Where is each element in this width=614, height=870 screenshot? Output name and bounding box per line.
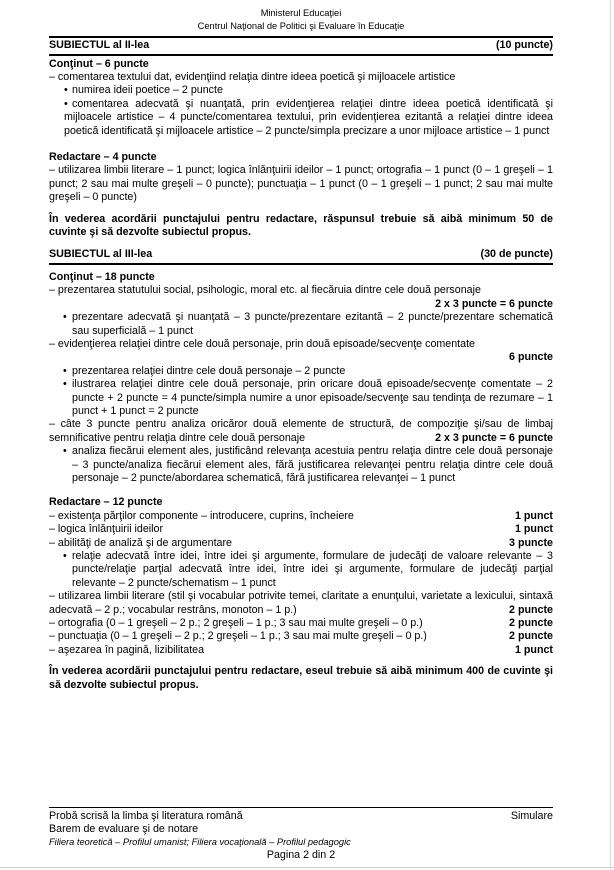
subject3-item3-bullet: • analiza fiecărui element ales, justificând relevanţa acestuia pentru relaţia dintre cele două personaje – 3 puncte/analiza fiecărui element ales, fără justificarea relevanţei pentru relaţia dintre cele două personaje – 2 puncte/abordarea schematică, fără justificarea relevanţei – 1 punct (63, 445, 553, 485)
page-content (49, 0, 553, 692)
subject3-item3-points: 2 x 3 puncte = 6 puncte (435, 431, 553, 444)
subject3-r5-row (49, 617, 553, 630)
footer-exam-name: Probă scrisă la limba şi literatura română (49, 810, 243, 822)
subject3-r1-row (49, 510, 553, 523)
page-edge-right (610, 0, 612, 870)
subject3-r3-bullet: • relaţie adecvată între idei, între idei şi argumente, formulare de judecăţi de valoare relevante – 3 puncte/relaţie parţial adecvată între idei, între idei şi argumente, formulare de judecăţi parţial relevante – 2 puncte/schematism – 1 punct (63, 550, 553, 590)
subject3-r3-text: – abilităţi de analiză şi de argumentare (49, 536, 232, 549)
footer-rule (49, 807, 553, 808)
page-edge-bottom (0, 867, 614, 869)
subject2-note: În vederea acordării punctajului pentru redactare, răspunsul trebuie să aibă minimum 50 de cuvinte şi să dezvolte subiectul propus. (49, 212, 553, 239)
footer-session: Simulare (510, 810, 553, 822)
subject2-redactare-text: – utilizarea limbii literare – 1 punct; logica înlănţuirii ideilor – 1 punct; ortografia – 1 punct (0 – 1 greşeli – 1 punct; 2 sau mai multe greşeli – 0 puncte); punctuaţia – 1 punct (0 – 1 greşeli – 1 punct; 2 sau mai multe greşeli – 0 puncte) (49, 164, 553, 204)
subject3-item1-bullet: • prezentare adecvată şi nuanţată – 3 puncte/prezentare ezitantă – 2 puncte/prezentare schematică sau superficială – 1 punct (63, 311, 553, 338)
subject3-r6-row (49, 630, 553, 643)
subject3-r2-row (49, 523, 553, 536)
subject3-r4-points: 2 puncte (509, 603, 553, 616)
subject3-item3-text: – câte 3 puncte pentru analiza oricăror două elemente de structură, de compoziţie şi/sau de limbaj semnificative pentru relaţia dintre cele două personaje (49, 418, 553, 444)
subject3-r2-points: 1 punct (514, 523, 553, 536)
subject3-r7-row (49, 644, 553, 657)
subject2-header-row (49, 38, 553, 55)
subject3-content-heading: Conţinut – 18 puncte (49, 270, 155, 283)
footer-page-number: Pagina 2 din 2 (266, 849, 336, 861)
footer-row1 (49, 810, 553, 823)
footer-track: Filiera teoretică – Profilul umanist; Filiera vocaţională – Profilul pedagogic (49, 837, 351, 847)
subject3-r3-row (49, 537, 553, 550)
subject3-r5-text: – ortografia (0 – 1 greşeli – 2 p.; 2 greşeli – 1 p.; 3 sau mai multe greşeli – 0 p.) (49, 617, 423, 630)
subject3-r6-points: 2 puncte (509, 630, 553, 643)
subject3-r7-points: 1 punct (514, 643, 553, 656)
subject3-item1: – prezentarea statutului social, psihologic, moral etc. al fiecăruia dintre cele două personaje (49, 284, 481, 297)
subject3-header-row (49, 247, 553, 264)
subject2-redactare-heading: Redactare – 4 puncte (49, 151, 157, 164)
document-header (49, 0, 553, 38)
subject3-points: (30 de puncte) (480, 248, 553, 261)
subject2-points: (10 puncte) (495, 39, 553, 52)
subject3-redactare-heading: Redactare – 12 puncte (49, 496, 163, 509)
subject3-item3 (49, 418, 553, 445)
subject2-bullet1: • numirea ideii poetice – 2 puncte (64, 84, 553, 97)
subject3-title: SUBIECTUL al III-lea (49, 248, 153, 261)
subject3-r1-points: 1 punct (514, 509, 553, 522)
subject3-item2-bullet1: • prezentarea relaţiei dintre cele două personaje – 2 puncte (63, 365, 553, 378)
subject3-r2-text: – logica înlănţuirii ideilor (49, 523, 164, 536)
subject2-item1: – comentarea textului dat, evidenţiind relaţia dintre ideea poetică şi mijloacele artistice (49, 71, 456, 83)
page-footer (49, 807, 553, 862)
subject3-r1-text: – existenţa părţilor componente – introducere, cuprins, încheiere (49, 509, 354, 522)
subject3-item1-points: 2 x 3 puncte = 6 puncte (435, 297, 553, 310)
subject3-r4 (49, 590, 553, 617)
subject3-r4-text: – utilizarea limbii literare (stil şi vocabular potrivite temei, claritate a enunţului, varietate a lexicului, sintaxă adecvată – 2 p.; vocabular restrâns, monoton – 1 p.) (49, 590, 553, 616)
subject3-item2: – evidenţierea relaţiei dintre cele două personaje, prin două episoade/secvenţe comentate (49, 337, 476, 350)
center-line: Centrul Naţional de Politici şi Evaluare în Educaţie (197, 20, 405, 31)
subject3-r5-points: 2 puncte (509, 617, 553, 630)
footer-document-name: Barem de evaluare şi de notare (49, 823, 199, 835)
subject3-r3-points: 3 puncte (509, 536, 553, 549)
subject3-r7-text: – aşezarea în pagină, lizibilitatea (49, 643, 205, 656)
subject3-note: În vederea acordării punctajului pentru redactare, eseul trebuie să aibă minimum 400 de cuvinte şi să dezvolte subiectul propus. (49, 665, 553, 691)
ministry-line: Ministerul Educaţiei (260, 8, 342, 18)
subject3-r6-text: – punctuaţia (0 – 1 greşeli – 2 p.; 2 greşeli – 1 p.; 3 sau mai multe greşeli – 0 p.) (49, 630, 427, 643)
subject2-content-heading: Conţinut – 6 puncte (49, 57, 149, 70)
subject2-bullet2: • comentarea adecvată şi nuanţată, prin evidenţierea relaţiei dintre ideea poetică identificată şi mijloacele artistice – 4 puncte/comentarea textului, prin evidenţierea ezitantă a relaţiei dintre ideea poetică identificată şi mijloacele artistice – 2 puncte/simpla precizare a unor mijloace artistice – 1 punct (64, 98, 553, 138)
subject3-item2-bullet2: • ilustrarea relaţiei dintre cele două personaje, prin oricare două episoade/secvenţe comentate – 2 puncte + 2 puncte = 4 puncte/simpla numire a unor episoade/secvenţe sau tendinţa de rezumare – 1 punct + 1 punct = 2 puncte (63, 378, 553, 418)
subject3-item2-points: 6 puncte (509, 351, 553, 364)
subject2-title: SUBIECTUL al II-lea (49, 39, 150, 52)
